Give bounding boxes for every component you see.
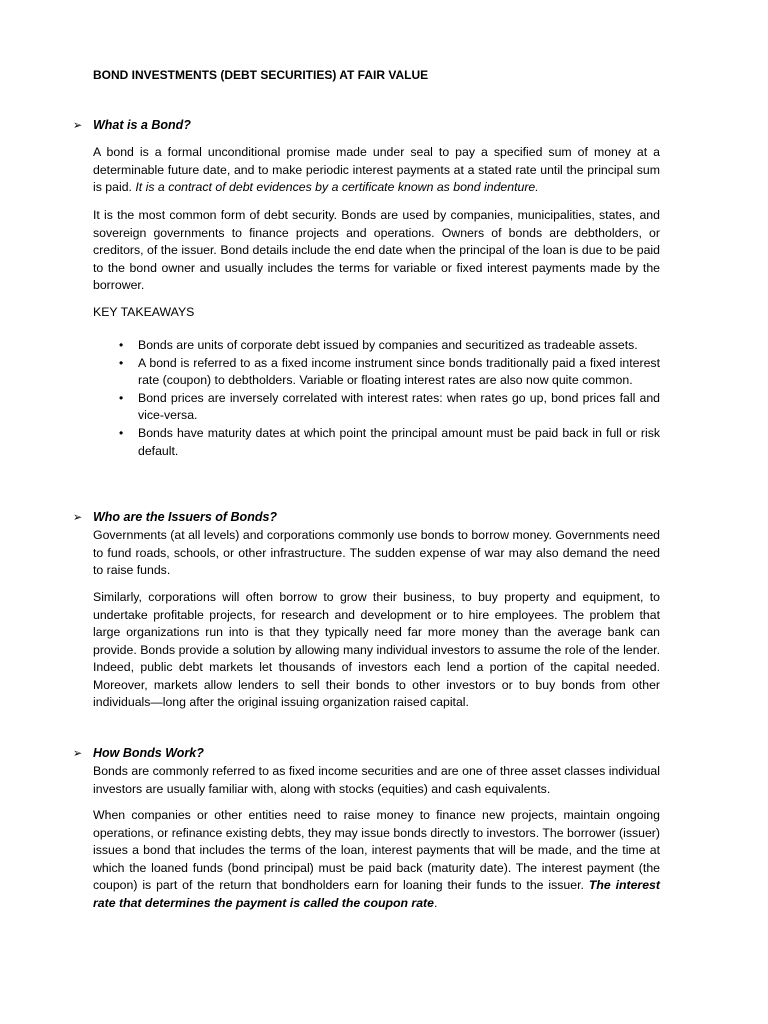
what-paragraph-2: It is the most common form of debt security. Bonds are used by companies, municipalities, states, and sovereign governments to finance projects and operations. Owners of bonds are debtholders, or creditors, of the issuer. Bond details include the end date when the principal of the loan is due to be paid to the bond owner and usually includes the terms for variable or fixed interest payments made by the borrower. xyxy=(93,208,660,292)
section-heading-text: Who are the Issuers of Bonds? xyxy=(93,510,278,524)
list-item: • A bond is referred to as a fixed income instrument since bonds traditionally paid a fixed interest rate (coupon) to debtholders. Variable or floating interest rates are also now quite common. xyxy=(119,355,660,388)
how-paragraph-2-italic: The interest rate that determines the payment is called the coupon rate xyxy=(93,878,660,910)
what-paragraph-1-text: A bond is a formal unconditional promise made under seal to pay a specified sum of money at a determinable future date, and to make periodic interest payments at a stated rate until the principal sum is paid. xyxy=(93,145,660,194)
arrow-bullet-icon: ➢ xyxy=(73,746,83,760)
section-heading-what-is-a-bond xyxy=(72,118,191,132)
issuers-paragraph-1: Governments (at all levels) and corporations commonly use bonds to borrow money. Governments need to fund roads, schools, or other infrastructure. The sudden expense of war may also demand the need to raise funds. xyxy=(93,528,660,577)
list-item: • Bonds are units of corporate debt issued by companies and securitized as tradeable assets. xyxy=(93,337,660,355)
how-paragraph-1: Bonds are commonly referred to as fixed income securities and are one of three asset classes individual investors are usually familiar with, along with stocks (equities) and cash equivalents. xyxy=(93,764,660,796)
how-paragraph-2-text: When companies or other entities need to raise money to finance new projects, maintain ongoing operations, or refinance existing debts, they may issue bonds directly to investors. The borrower (issuer) issues a bond that includes the terms of the loan, interest payments that will be made, and the time at which the loaned funds (bond principal) must be paid back (maturity date). The interest payment (the coupon) is part of the return that bondholders earn for loaning their funds to the issuer. xyxy=(93,808,660,892)
issuers-paragraph-2: Similarly, corporations will often borrow to grow their business, to buy property and equipment, to undertake profitable projects, for research and development or to hire employees. The problem that large organizations run into is that they typically need far more money than the average bank can provide. Bonds provide a solution by allowing many individual investors to assume the role of the lender. Indeed, public debt markets let thousands of investors each lend a portion of the capital needed. Moreover, markets allow lenders to sell their bonds to other investors or to buy bonds from other individuals—long after the original issuing organization raised capital. xyxy=(93,590,660,709)
list-item: • Bonds have maturity dates at which point the principal amount must be paid back in full or risk default. xyxy=(119,425,660,458)
what-paragraph-1 xyxy=(93,144,660,197)
what-paragraph-1-italic: It is a contract of debt evidences by a certificate known as bond indenture. xyxy=(135,180,539,194)
arrow-bullet-icon: ➢ xyxy=(73,510,83,524)
section-heading-text: How Bonds Work? xyxy=(93,746,204,760)
key-takeaways-label: KEY TAKEAWAYS xyxy=(93,305,195,319)
bullet-dot-icon: • xyxy=(119,390,124,405)
how-paragraph-2 xyxy=(93,807,660,912)
list-item: • Bond prices are inversely correlated with interest rates: when rates go up, bond prices fall and vice-versa. xyxy=(119,390,660,423)
bullet-dot-icon: • xyxy=(119,425,124,440)
document-title: BOND INVESTMENTS (DEBT SECURITIES) AT FAIR VALUE xyxy=(93,68,429,82)
bullet-dot-icon: • xyxy=(119,338,124,352)
key-takeaways-list xyxy=(93,337,660,460)
section-heading-issuers xyxy=(72,510,277,524)
bullet-dot-icon: • xyxy=(119,355,124,370)
arrow-bullet-icon: ➢ xyxy=(73,118,83,132)
section-heading-text: What is a Bond? xyxy=(93,118,191,132)
how-paragraph-2-end: . xyxy=(434,895,438,910)
section-heading-how-bonds-work xyxy=(72,746,204,760)
